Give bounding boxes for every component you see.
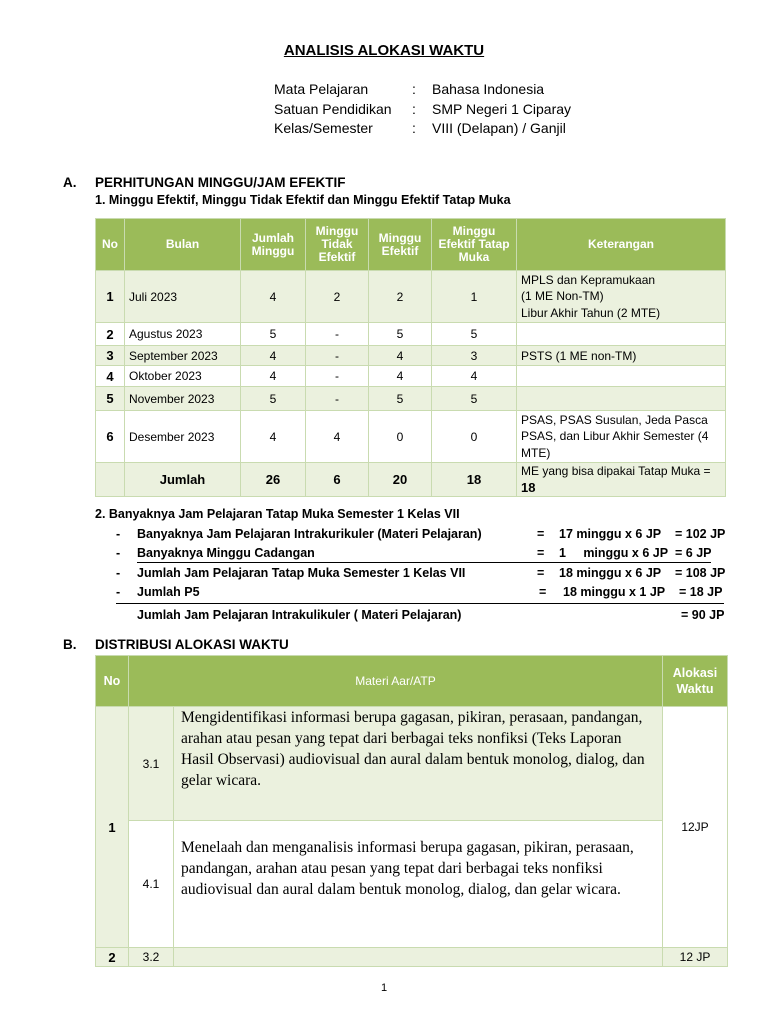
table-total-row [96, 463, 726, 497]
jp-line-calc: 17 minggu x 6 JP [559, 527, 662, 541]
cell-keterangan: MPLS dan Kepramukaan (1 ME Non-TM) Libur Akhir Tahun (2 MTE) [517, 271, 726, 323]
jp-line-result: = 102 JP [675, 527, 726, 541]
meta-row-school [274, 100, 571, 120]
cell-no: 5 [96, 387, 125, 411]
table-row [96, 387, 726, 411]
cell-total-label: Jumlah [125, 463, 241, 497]
col-header-minggu-efektif-tatap-muka: Minggu Efektif Tatap Muka [432, 219, 517, 271]
cell-minggu-efektif-tatap-muka: 1 [432, 271, 517, 323]
cell-minggu-efektif: 0 [369, 411, 432, 463]
cell-minggu-tidak-efektif: - [306, 346, 369, 366]
cell-no: 1 [96, 707, 129, 948]
cell-minggu-efektif: 4 [369, 346, 432, 366]
cell-minggu-efektif: 4 [369, 366, 432, 387]
section-a-subtitle-1: 1. Minggu Efektif, Minggu Tidak Efektif dan Minggu Efektif Tatap Muka [95, 193, 511, 207]
jp-total-result: = 90 JP [681, 608, 725, 622]
cell-minggu-tidak-efektif: - [306, 323, 369, 346]
jp-line-calc: 18 minggu x 1 JP [563, 585, 666, 599]
table-row [96, 707, 728, 821]
meta-colon: : [412, 100, 416, 117]
section-a-subtitle-2: 2. Banyaknya Jam Pelajaran Tatap Muka Semester 1 Kelas VII [95, 507, 460, 521]
cell-total-minggu-efektif-tatap-muka: 18 [432, 463, 517, 497]
cell-minggu-tidak-efektif: - [306, 387, 369, 411]
table-header-row [96, 219, 726, 271]
meta-value: Bahasa Indonesia [432, 81, 545, 97]
cell-kd-code: 3.2 [129, 948, 174, 967]
cell-minggu-efektif-tatap-muka: 4 [432, 366, 517, 387]
jp-line-bullet: - [116, 527, 121, 541]
meta-block [274, 80, 571, 139]
jp-total-label: Jumlah Jam Pelajaran Intrakulikuler ( Materi Pelajaran) [137, 608, 462, 622]
table-row [96, 346, 726, 366]
cell-no: 3 [96, 346, 125, 366]
cell-keterangan [517, 323, 726, 346]
table-row [96, 821, 728, 948]
col-header-keterangan: Keterangan [517, 219, 726, 271]
col-header-no: No [96, 219, 125, 271]
cell-jumlah-minggu: 4 [241, 271, 306, 323]
meta-colon: : [412, 81, 416, 97]
cell-alokasi: 12 JP [663, 948, 728, 967]
jp-line-result: = 18 JP [679, 585, 723, 599]
table-header-row [96, 656, 728, 707]
effective-weeks-table [95, 218, 726, 497]
cell-keterangan [517, 366, 726, 387]
cell-total-minggu-efektif: 20 [369, 463, 432, 497]
cell-materi-text: Menelaah dan menganalisis informasi berupa gagasan, pikiran, perasaan, pandangan, arahan atau pesan yang tepat dari berbagai teks nonfiksi audiovisual dan aural dalam bentuk monolog, dialog, dan gelar wicara. [174, 821, 663, 948]
meta-row-subject [274, 80, 571, 100]
cell-keterangan: PSTS (1 ME non-TM) [517, 346, 726, 366]
meta-value: SMP Negeri 1 Ciparay [432, 100, 572, 117]
jp-line-eq: = [537, 566, 545, 580]
jp-line-result: = 6 JP [675, 546, 712, 560]
jp-line-label: Jumlah P5 [137, 585, 200, 599]
col-header-alokasi: Alokasi Waktu [663, 656, 728, 707]
jp-line-bullet: - [116, 566, 121, 580]
cell-jumlah-minggu: 4 [241, 346, 306, 366]
cell-minggu-efektif-tatap-muka: 3 [432, 346, 517, 366]
cell-total-jumlah-minggu: 26 [241, 463, 306, 497]
meta-label: Kelas/Semester [274, 120, 373, 136]
sum-divider [116, 603, 724, 604]
cell-empty [96, 463, 125, 497]
jp-line-bullet: - [116, 585, 121, 599]
page-number: 1 [380, 982, 388, 994]
section-a-title: PERHITUNGAN MINGGU/JAM EFEKTIF [95, 175, 346, 190]
section-b-title: DISTRIBUSI ALOKASI WAKTU [95, 637, 289, 652]
cell-materi-text: Mengidentifikasi informasi berupa gagasan, pikiran, perasaan, pandangan, arahan atau pesan yang tepat dari berbagai teks nonfiksi (Teks Laporan Hasil Observasi) audiovisual dan aural dalam bentuk monolog, dialog, dan gelar wicara. [174, 707, 663, 821]
total-note-value: 18 [521, 479, 536, 495]
table-row [96, 948, 728, 967]
cell-keterangan: PSAS, PSAS Susulan, Jeda Pasca PSAS, dan Libur Akhir Semester (4 MTE) [517, 411, 726, 463]
col-header-bulan: Bulan [125, 219, 241, 271]
cell-bulan: Agustus 2023 [125, 323, 241, 346]
meta-label: Satuan Pendidikan [274, 100, 392, 117]
document-title: ANALISIS ALOKASI WAKTU [283, 42, 485, 59]
meta-colon: : [412, 120, 416, 136]
jp-line-calc: 1 minggu x 6 JP [559, 546, 669, 560]
cell-minggu-efektif: 5 [369, 387, 432, 411]
jp-line-eq: = [537, 527, 545, 541]
meta-row-class [274, 119, 571, 139]
cell-minggu-efektif-tatap-muka: 5 [432, 323, 517, 346]
cell-minggu-tidak-efektif: - [306, 366, 369, 387]
col-header-materi: Materi Aar/ATP [129, 656, 663, 707]
table-row [96, 271, 726, 323]
table-row [96, 323, 726, 346]
total-note-text: ME yang bisa dipakai Tatap Muka = [521, 464, 711, 478]
meta-value: VIII (Delapan) / Ganjil [432, 120, 566, 136]
cell-alokasi: 12JP [663, 707, 728, 948]
cell-minggu-tidak-efektif: 2 [306, 271, 369, 323]
section-b-letter: B. [63, 637, 77, 652]
cell-keterangan [517, 387, 726, 411]
jp-line-eq: = [537, 546, 545, 560]
cell-no: 2 [96, 323, 125, 346]
table-row [96, 411, 726, 463]
col-header-no: No [96, 656, 129, 707]
cell-bulan: Desember 2023 [125, 411, 241, 463]
jp-line-result: = 108 JP [675, 566, 726, 580]
col-header-minggu-efektif: Minggu Efektif [369, 219, 432, 271]
cell-no: 6 [96, 411, 125, 463]
cell-bulan: Juli 2023 [125, 271, 241, 323]
cell-no: 1 [96, 271, 125, 323]
col-header-jumlah-minggu: Jumlah Minggu [241, 219, 306, 271]
cell-total-minggu-tidak-efektif: 6 [306, 463, 369, 497]
cell-minggu-efektif-tatap-muka: 0 [432, 411, 517, 463]
cell-minggu-efektif: 5 [369, 323, 432, 346]
cell-minggu-efektif-tatap-muka: 5 [432, 387, 517, 411]
cell-jumlah-minggu: 5 [241, 387, 306, 411]
cell-bulan: Oktober 2023 [125, 366, 241, 387]
strike-line [137, 562, 711, 563]
cell-jumlah-minggu: 4 [241, 411, 306, 463]
cell-minggu-tidak-efektif: 4 [306, 411, 369, 463]
cell-bulan: November 2023 [125, 387, 241, 411]
cell-minggu-efektif: 2 [369, 271, 432, 323]
jp-line-label: Banyaknya Jam Pelajaran Intrakurikuler (Materi Pelajaran) [137, 527, 482, 541]
cell-jumlah-minggu: 5 [241, 323, 306, 346]
cell-kd-code: 4.1 [129, 821, 174, 948]
jp-line-label: Jumlah Jam Pelajaran Tatap Muka Semester 1 Kelas VII [137, 566, 466, 580]
cell-no: 2 [96, 948, 129, 967]
cell-jumlah-minggu: 4 [241, 366, 306, 387]
cell-bulan: September 2023 [125, 346, 241, 366]
cell-no: 4 [96, 366, 125, 387]
cell-materi-text [174, 948, 663, 967]
cell-total-keterangan [517, 463, 726, 497]
jp-line-bullet: - [116, 546, 121, 560]
meta-label: Mata Pelajaran [274, 81, 369, 97]
distribution-table [95, 655, 728, 967]
section-a-letter: A. [63, 175, 77, 190]
jp-line-label: Banyaknya Minggu Cadangan [137, 546, 315, 560]
col-header-minggu-tidak-efektif: Minggu Tidak Efektif [306, 219, 369, 271]
jp-line-eq: = [539, 585, 547, 599]
jp-line-calc: 18 minggu x 6 JP [559, 566, 662, 580]
table-row [96, 366, 726, 387]
cell-kd-code: 3.1 [129, 707, 174, 821]
